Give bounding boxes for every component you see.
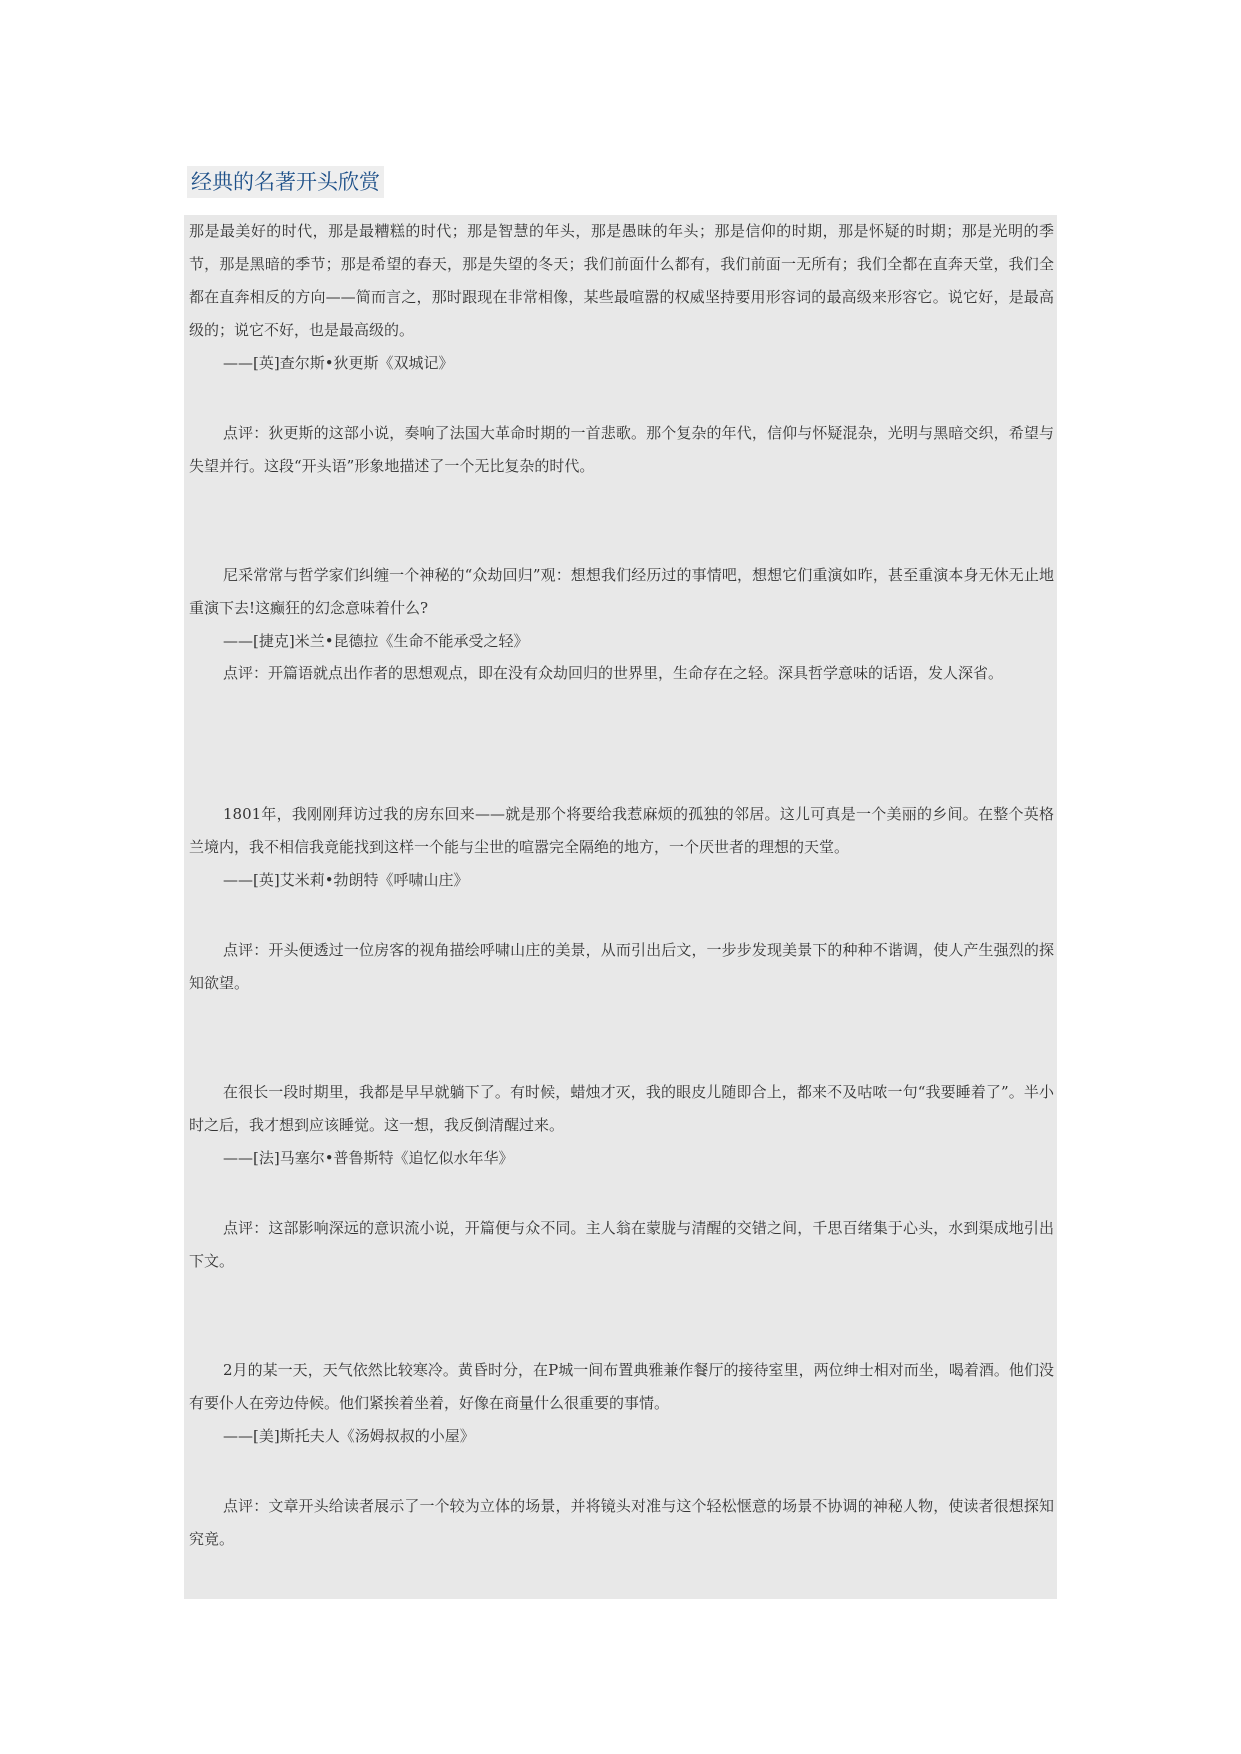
- quote-5: [189, 1354, 1054, 1420]
- comment-1-text: 点评：狄更斯的这部小说，奏响了法国大革命时期的一首悲歌。那个复杂的年代，信仰与怀疑混杂，光明与黑暗交织，希望与失望并行。这段“开头语”形象地描述了一个无比复杂的时代。: [189, 424, 1054, 475]
- attribution-2: ——[捷克]米兰•昆德拉《生命不能承受之轻》: [223, 632, 529, 650]
- quote-1-text: 那是最美好的时代，那是最糟糕的时代；那是智慧的年头，那是愚昧的年头；那是信仰的时期，那是怀疑的时期；那是光明的季节，那是黑暗的季节；那是希望的春天，那是失望的冬天；我们前面什么都有，我们前面一无所有；我们全都在直奔天堂，我们全都在直奔相反的方向——简而言之，那时跟现在非常相像，某些最喧嚣的权威坚持要用形容词的最高级来形容它。说它好，是最高级的；说它不好，也是最高级的。: [189, 222, 1054, 339]
- attribution-5: ——[美]斯托夫人《汤姆叔叔的小屋》: [223, 1427, 475, 1445]
- comment-3-text: 点评：开头便透过一位房客的视角描绘呼啸山庄的美景，从而引出后文，一步步发现美景下的种种不谐调，使人产生强烈的探知欲望。: [189, 941, 1054, 992]
- comment-2-text: 点评：开篇语就点出作者的思想观点，即在没有众劫回归的世界里，生命存在之轻。深具哲学意味的话语，发人深省。: [223, 664, 1004, 682]
- comment-4-text: 点评：这部影响深远的意识流小说，开篇便与众不同。主人翁在蒙胧与清醒的交错之间，千思百绪集于心头，水到渠成地引出下文。: [189, 1219, 1054, 1270]
- document-title: 经典的名著开头欣赏: [187, 166, 384, 198]
- quote-4-text: 在很长一段时期里，我都是早早就躺下了。有时候，蜡烛才灭，我的眼皮儿随即合上，都来不及咕哝一句“我要睡着了”。半小时之后，我才想到应该睡觉。这一想，我反倒清醒过来。: [189, 1083, 1054, 1134]
- comment-4: [189, 1212, 1054, 1278]
- quote-3: [189, 798, 1054, 864]
- quote-2: [189, 559, 1054, 625]
- quote-4: [189, 1076, 1054, 1142]
- comment-5-text: 点评：文章开头给读者展示了一个较为立体的场景，并将镜头对准与这个轻松惬意的场景不协调的神秘人物，使读者很想探知究竟。: [189, 1497, 1054, 1548]
- comment-1: [189, 417, 1054, 483]
- comment-2: [189, 657, 1054, 690]
- comment-3: [189, 934, 1054, 1000]
- comment-5: [189, 1490, 1054, 1556]
- attribution-4: ——[法]马塞尔•普鲁斯特《追忆似水年华》: [223, 1149, 514, 1167]
- quote-2-text: 尼采常常与哲学家们纠缠一个神秘的“众劫回归”观：想想我们经历过的事情吧，想想它们重演如昨，甚至重演本身无休无止地重演下去!这癫狂的幻念意味着什么?: [189, 566, 1054, 617]
- attribution-3: ——[英]艾米莉•勃朗特《呼啸山庄》: [223, 871, 469, 889]
- quote-5-text: 2月的某一天，天气依然比较寒冷。黄昏时分，在P城一间布置典雅兼作餐厅的接待室里，两位绅士相对而坐，喝着酒。他们没有要仆人在旁边侍候。他们紧挨着坐着，好像在商量什么很重要的事情。: [189, 1361, 1054, 1412]
- attribution-1: ——[英]查尔斯•狄更斯《双城记》: [223, 354, 454, 372]
- quote-1: [189, 215, 1054, 347]
- quote-3-text: 1801年，我刚刚拜访过我的房东回来——就是那个将要给我惹麻烦的孤独的邻居。这儿可真是一个美丽的乡间。在整个英格兰境内，我不相信我竟能找到这样一个能与尘世的喧嚣完全隔绝的地方，一个厌世者的理想的天堂。: [189, 805, 1054, 856]
